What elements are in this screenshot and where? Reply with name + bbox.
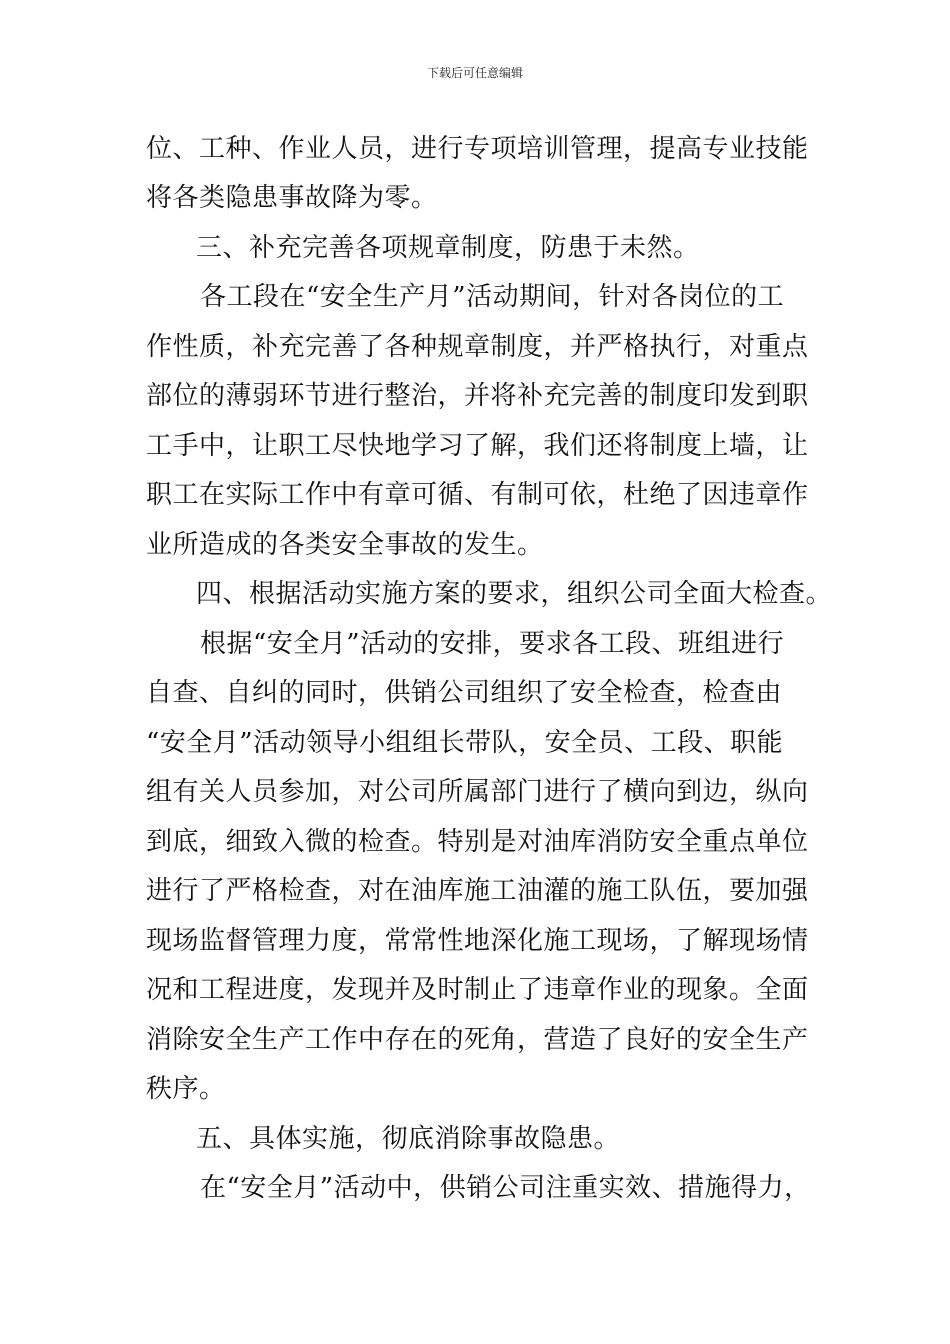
text-line: 根据“安全月”活动的安排，要求各工段、班组进行 <box>200 629 785 659</box>
text-line: 秩序。 <box>146 1074 226 1104</box>
section-heading-5: 五、具体实施，彻底消除事故隐患。 <box>196 1124 621 1154</box>
page-header: 下载后可任意编辑 <box>426 66 523 80</box>
text-line: 位、工种、作业人员，进行专项培训管理，提高专业技能 <box>146 134 809 164</box>
text-line: 组有关人员参加，对公司所属部门进行了横向到边，纵向 <box>146 777 809 807</box>
text-line: 将各类隐患事故降为零。 <box>146 183 438 213</box>
text-line: 职工在实际工作中有章可循、有制可依，杜绝了因违章作 <box>146 480 809 510</box>
text-line: 各工段在“安全生产月”活动期间，针对各岗位的工 <box>200 282 785 312</box>
section-heading-4: 四、根据活动实施方案的要求，组织公司全面大检查。 <box>196 579 833 609</box>
text-line: 业所造成的各类安全事故的发生。 <box>146 530 544 560</box>
text-line: 到底，细致入微的检查。特别是对油库消防安全重点单位 <box>146 827 809 857</box>
text-line: 现场监督管理力度，常常性地深化施工现场，了解现场情 <box>146 926 809 956</box>
text-line: 作性质，补充完善了各种规章制度，并严格执行，对重点 <box>146 332 809 362</box>
text-line: 部位的薄弱环节进行整治，并将补充完善的制度印发到职 <box>146 381 809 411</box>
text-line: 工手中，让职工尽快地学习了解，我们还将制度上墙，让 <box>146 431 809 461</box>
text-line: “安全月”活动领导小组组长带队，安全员、工段、职能 <box>146 728 784 758</box>
text-line: 消除安全生产工作中存在的死角，营造了良好的安全生产 <box>146 1025 809 1055</box>
section-heading-3: 三、补充完善各项规章制度，防患于未然。 <box>196 233 700 263</box>
text-line: 在“安全月”活动中，供销公司注重实效、措施得力， <box>200 1173 811 1203</box>
text-line: 进行了严格检查，对在油库施工油灌的施工队伍，要加强 <box>146 876 809 906</box>
text-line: 况和工程进度，发现并及时制止了违章作业的现象。全面 <box>146 975 809 1005</box>
text-line: 自查、自纠的同时，供销公司组织了安全检查，检查由 <box>146 678 783 708</box>
